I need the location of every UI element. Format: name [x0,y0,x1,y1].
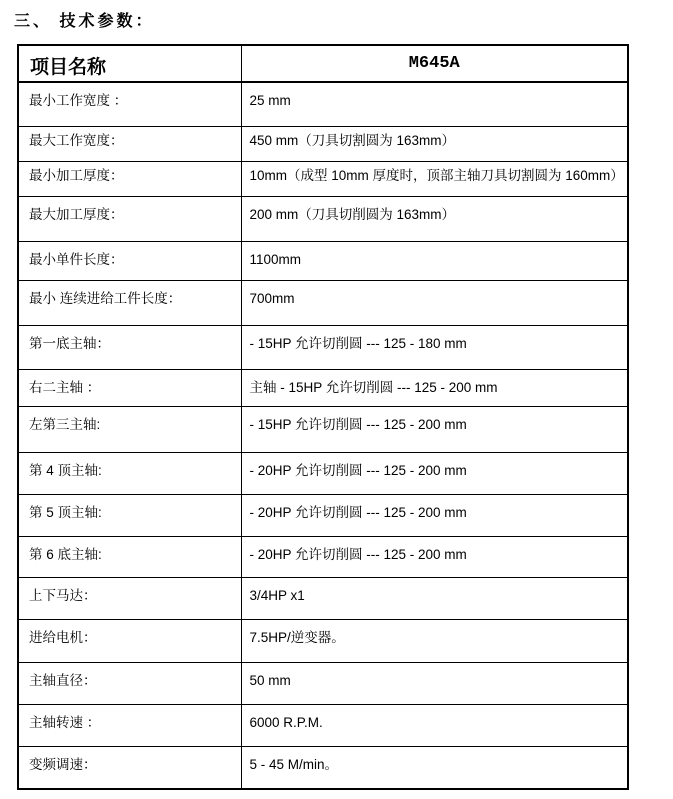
param-value: 200 mm（刀具切削圆为 163mm） [241,196,628,241]
table-row [18,161,628,196]
table-row [18,619,628,662]
param-label: 主轴转速 ： [18,704,241,746]
param-value: 5 - 45 M/min。 [241,746,628,789]
header-item-name: 项目名称 [18,45,241,82]
param-label: 进给电机： [18,619,241,662]
param-value: 1100mm [241,241,628,280]
table-row [18,82,628,126]
param-value: 3/4HP x1 [241,577,628,619]
param-value: - 20HP 允许切削圆 --- 125 - 200 mm [241,452,628,494]
param-value: - 15HP 允许切削圆 --- 125 - 180 mm [241,325,628,369]
param-label: 左第三主轴: [18,406,241,452]
table-row [18,406,628,452]
table-row [18,577,628,619]
param-value: - 15HP 允许切削圆 --- 125 - 200 mm [241,406,628,452]
table-row [18,536,628,577]
table-row [18,452,628,494]
param-label: 主轴直径： [18,662,241,704]
param-label: 第 5 顶主轴: [18,494,241,536]
param-value: 主轴 - 15HP 允许切削圆 --- 125 - 200 mm [241,369,628,406]
param-label: 右二主轴 ： [18,369,241,406]
param-value: 7.5HP/逆变器。 [241,619,628,662]
param-label: 变频调速： [18,746,241,789]
table-row [18,280,628,325]
param-value: 700mm [241,280,628,325]
param-value: 25 mm [241,82,628,126]
param-value: 6000 R.P.M. [241,704,628,746]
table-row [18,126,628,161]
param-label: 最大加工厚度： [18,196,241,241]
param-label: 第 4 顶主轴: [18,452,241,494]
param-value: 50 mm [241,662,628,704]
param-label: 最小 连续进给工件长度： [18,280,241,325]
param-label: 第 6 底主轴: [18,536,241,577]
param-value: - 20HP 允许切削圆 --- 125 - 200 mm [241,536,628,577]
header-model: M645A [241,45,628,82]
spec-table [17,44,629,790]
table-row [18,325,628,369]
param-label: 第一底主轴： [18,325,241,369]
table-row [18,494,628,536]
param-value: 450 mm（刀具切割圆为 163mm） [241,126,628,161]
param-label: 最小加工厚度： [18,161,241,196]
param-label: 最大工作宽度： [18,126,241,161]
table-row [18,369,628,406]
table-row [18,241,628,280]
table-row [18,746,628,789]
table-row [18,704,628,746]
param-label: 最小工作宽度 ： [18,82,241,126]
table-row [18,662,628,704]
param-value: 10mm（成型 10mm 厚度时，顶部主轴刀具切割圆为 160mm） [241,161,628,196]
param-label: 最小单件长度： [18,241,241,280]
param-value: - 20HP 允许切削圆 --- 125 - 200 mm [241,494,628,536]
param-label: 上下马达： [18,577,241,619]
table-row [18,196,628,241]
section-title: 三、 技术参数： [14,13,155,30]
table-header-row [18,45,628,82]
